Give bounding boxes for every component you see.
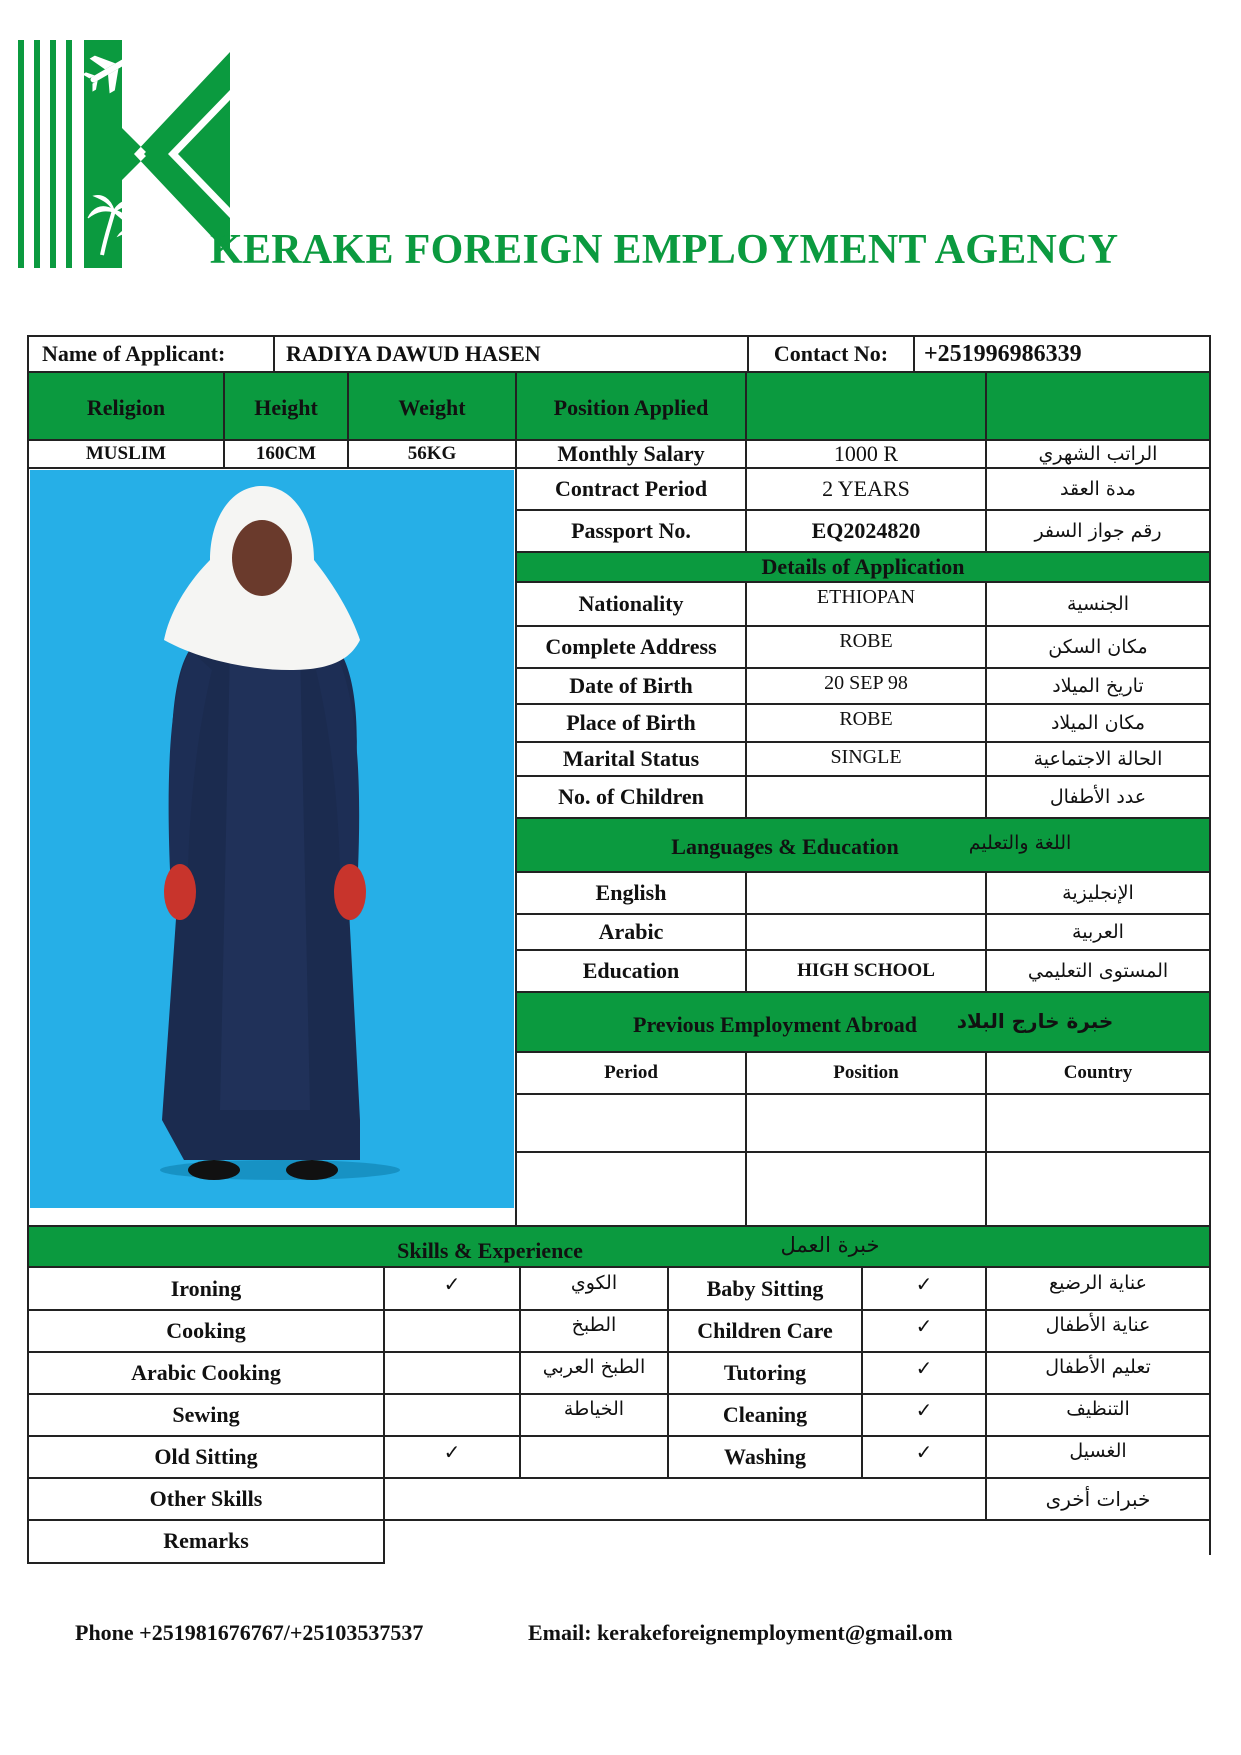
weight-value: 56KG	[407, 443, 457, 464]
english-arabic: الإنجليزية	[1062, 882, 1134, 904]
employment-title-arabic: خبرة خارج البلاد	[956, 1009, 1114, 1033]
skill-cleaning-arabic: التنظيف	[1066, 1398, 1130, 1420]
check-baby-sitting: ✓	[915, 1274, 933, 1296]
check-sewing	[384, 1394, 520, 1436]
skill-children-care-arabic: عناية الأطفال	[1045, 1314, 1151, 1336]
education-value: HIGH SCHOOL	[797, 960, 935, 981]
contact-number: +251996986339	[924, 340, 1082, 367]
height-header: Height	[254, 395, 318, 420]
monthly-salary-arabic: الراتب الشهري	[1038, 443, 1158, 465]
dob-value: 20 SEP 98	[824, 672, 908, 694]
address-value: ROBE	[839, 630, 893, 652]
check-children-care: ✓	[915, 1316, 933, 1338]
marital-status-arabic: الحالة الاجتماعية	[1033, 748, 1163, 770]
english-label: English	[595, 880, 667, 905]
monthly-salary-value: 1000 R	[833, 441, 899, 466]
contract-period-arabic: مدة العقد	[1060, 478, 1136, 500]
arabic-arabic: العربية	[1072, 921, 1124, 943]
passport-label: Passport No.	[571, 518, 691, 543]
agency-name: KERAKE FOREIGN EMPLOYMENT AGENCY	[210, 227, 1119, 273]
marital-status-label: Marital Status	[562, 746, 700, 771]
address-label: Complete Address	[545, 634, 717, 659]
check-old-sitting: ✓	[443, 1442, 461, 1464]
address-arabic: مكان السكن	[1048, 636, 1148, 658]
check-ironing: ✓	[443, 1274, 461, 1296]
skill-washing-arabic: الغسيل	[1069, 1440, 1127, 1462]
languages-title: Languages & Education	[671, 834, 899, 859]
skill-arabic-cooking-arabic: الطبخ العربي	[542, 1356, 646, 1378]
skills-title: Skills & Experience	[397, 1238, 583, 1263]
country-header: Country	[1063, 1062, 1133, 1083]
position-applied-header: Position Applied	[553, 395, 709, 420]
check-tutoring: ✓	[915, 1358, 933, 1380]
contract-period-label: Contract Period	[554, 476, 708, 501]
footer-email: Email: kerakeforeignemployment@gmail.om	[528, 1620, 953, 1645]
skill-sewing-arabic: الخياطة	[563, 1398, 625, 1420]
education-label: Education	[582, 958, 680, 983]
skill-old-sitting: Old Sitting	[154, 1444, 258, 1469]
check-arabic-cooking	[384, 1352, 520, 1394]
languages-title-arabic: اللغة والتعليم	[968, 832, 1072, 854]
applicant-photo	[30, 470, 514, 1208]
skill-arabic-cooking: Arabic Cooking	[131, 1360, 281, 1385]
skill-ironing: Ironing	[170, 1276, 242, 1301]
skill-ironing-arabic: الكوي	[570, 1272, 618, 1294]
nationality-value: ETHIOPAN	[816, 586, 916, 608]
children-value	[746, 776, 986, 818]
details-title: Details of Application	[516, 552, 1210, 582]
skill-washing: Washing	[724, 1444, 806, 1469]
weight-header: Weight	[398, 395, 466, 420]
skill-children-care: Children Care	[697, 1318, 833, 1343]
passport-arabic: رقم جواز السفر	[1034, 520, 1162, 542]
height-value: 160CM	[255, 443, 317, 464]
pob-value: ROBE	[839, 708, 893, 730]
pob-arabic: مكان الميلاد	[1050, 712, 1146, 734]
skill-tutoring-arabic: تعليم الأطفال	[1045, 1356, 1151, 1378]
nationality-arabic: الجنسية	[1067, 593, 1129, 615]
applicant-name: RADIYA DAWUD HASEN	[286, 341, 541, 366]
period-header: Period	[604, 1062, 658, 1083]
check-washing: ✓	[915, 1442, 933, 1464]
children-arabic: عدد الأطفال	[1049, 786, 1147, 808]
nationality-label: Nationality	[578, 591, 684, 616]
dob-label: Date of Birth	[569, 673, 693, 698]
marital-status-value: SINGLE	[830, 746, 902, 768]
children-label: No. of Children	[558, 784, 704, 809]
skill-sewing: Sewing	[172, 1402, 240, 1427]
religion-value: MUSLIM	[85, 443, 167, 464]
skill-cooking: Cooking	[166, 1318, 246, 1343]
check-cleaning: ✓	[915, 1400, 933, 1422]
arabic-label: Arabic	[598, 919, 664, 944]
skill-baby-sitting-arabic: عناية الرضيع	[1049, 1272, 1147, 1294]
other-skills-label: Other Skills	[149, 1486, 263, 1511]
arabic-value	[746, 914, 986, 950]
skill-tutoring: Tutoring	[723, 1360, 807, 1385]
skill-cooking-arabic: الطبخ	[571, 1314, 617, 1336]
check-cooking	[384, 1310, 520, 1352]
other-skills-arabic: خبرات أخرى	[1045, 1487, 1151, 1511]
pob-label: Place of Birth	[566, 710, 696, 735]
footer-phone: Phone +251981676767/+25103537537	[75, 1620, 424, 1645]
monthly-salary-label: Monthly Salary	[557, 441, 705, 466]
name-label: Name of Applicant:	[42, 341, 226, 366]
contact-label: Contact No:	[773, 341, 889, 366]
skill-old-sitting-arabic	[520, 1436, 668, 1478]
english-value	[746, 872, 986, 914]
contract-period-value: 2 YEARS	[822, 476, 910, 501]
dob-arabic: تاريخ الميلاد	[1052, 675, 1144, 697]
skill-cleaning: Cleaning	[722, 1402, 808, 1427]
agency-logo	[18, 40, 232, 268]
position-header: Position	[833, 1062, 899, 1083]
education-arabic: المستوى التعليمي	[1027, 960, 1169, 982]
passport-value: EQ2024820	[811, 518, 921, 543]
remarks-label: Remarks	[163, 1528, 249, 1553]
employment-title: Previous Employment Abroad	[633, 1012, 917, 1037]
religion-header: Religion	[86, 395, 166, 420]
skills-title-arabic: خبرة العمل	[780, 1233, 880, 1257]
skill-baby-sitting: Baby Sitting	[706, 1276, 824, 1301]
